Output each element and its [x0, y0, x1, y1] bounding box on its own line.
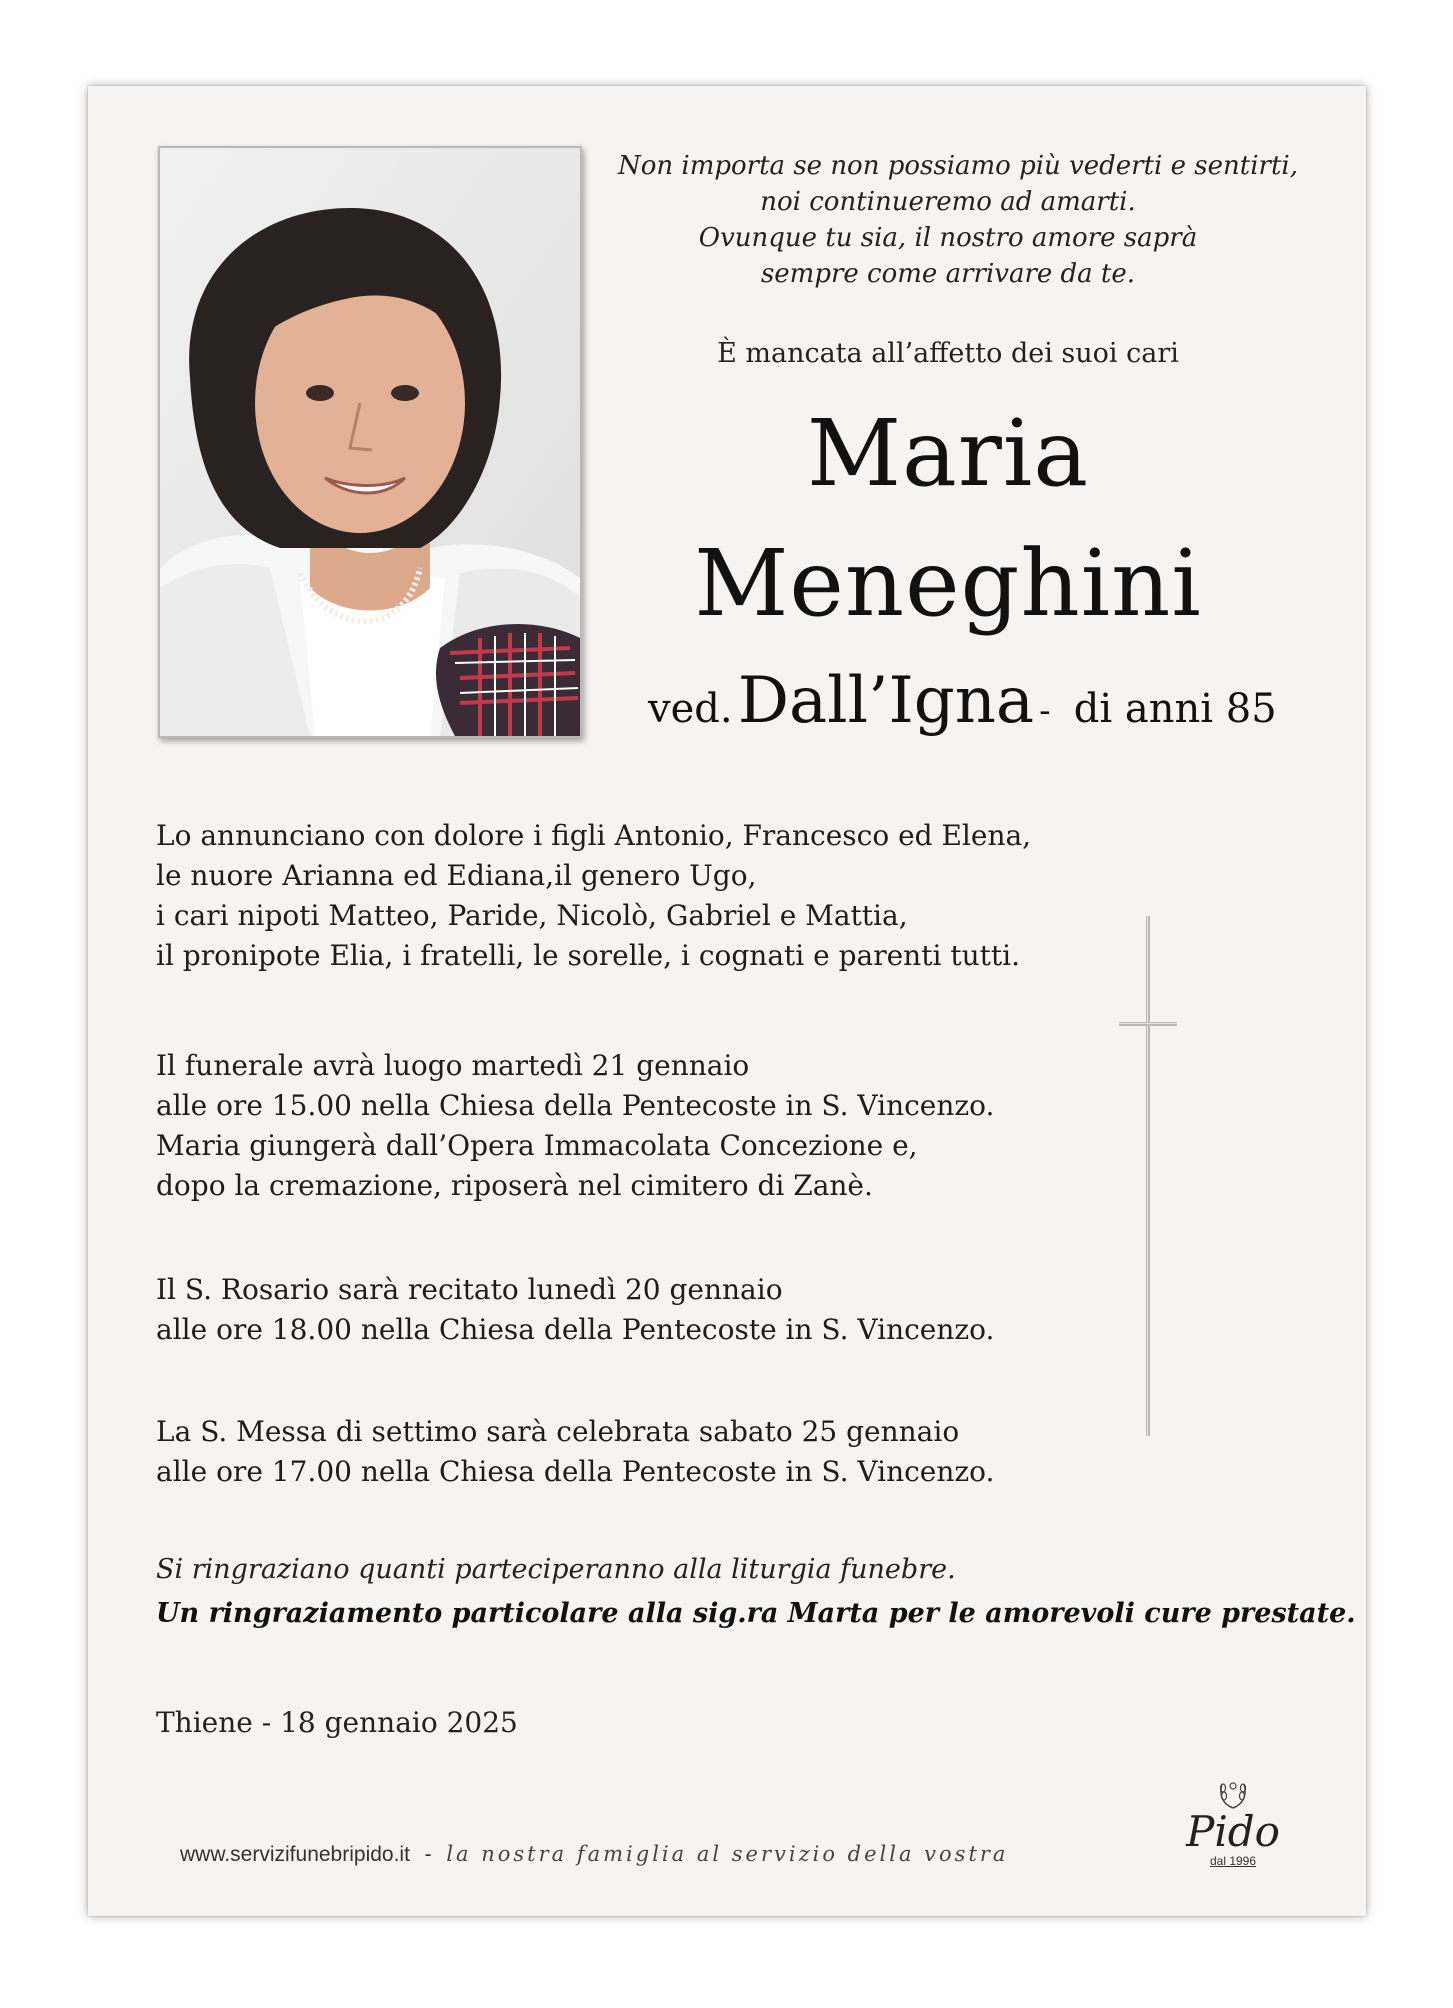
paragraph-line: Maria giungerà dall’Opera Immacolata Concezione e,: [156, 1129, 918, 1162]
website-link[interactable]: www.servizifunebripido.it: [180, 1843, 410, 1866]
paragraph-line: alle ore 15.00 nella Chiesa della Pentecoste in S. Vincenzo.: [156, 1089, 995, 1122]
widow-prefix: ved.: [648, 686, 733, 732]
paragraph-line: Il S. Rosario sarà recitato lunedì 20 gennaio: [156, 1273, 783, 1306]
separator-dash: -: [1039, 691, 1051, 731]
place-and-date: Thiene - 18 gennaio 2025: [156, 1706, 518, 1739]
paragraph-line: dopo la cremazione, riposerà nel cimitero di Zanè.: [156, 1169, 873, 1202]
quote-line: noi continueremo ad amarti.: [760, 187, 1136, 217]
footer: [180, 1842, 1008, 1867]
logo-name: Pido: [1186, 1807, 1280, 1856]
quote-line: sempre come arrivare da te.: [760, 259, 1136, 289]
company-motto: la nostra famiglia al servizio della vostra: [446, 1842, 1009, 1866]
announcement-line: È mancata all’affetto dei suoi cari: [717, 338, 1179, 369]
family-paragraph: [156, 816, 1116, 976]
footer-separator: -: [424, 1843, 432, 1866]
paragraph-line: Il funerale avrà luogo martedì 21 gennaio: [156, 1049, 750, 1082]
paragraph-line: La S. Messa di settimo sarà celebrata sabato 25 gennaio: [156, 1415, 960, 1448]
paragraph-line: i cari nipoti Matteo, Paride, Nicolò, Gabriel e Mattia,: [156, 899, 908, 932]
general-thanks: Si ringraziano quanti parteciperanno alla liturgia funebre.: [156, 1554, 956, 1585]
paragraph-line: alle ore 17.00 nella Chiesa della Pentecoste in S. Vincenzo.: [156, 1455, 995, 1488]
deceased-first-name: Maria: [806, 400, 1090, 507]
special-thanks: Un ringraziamento particolare alla sig.ra Marta per le amorevoli cure prestate.: [156, 1598, 1356, 1629]
logo-since: dal 1996: [1209, 1854, 1257, 1868]
paragraph-line: Lo annunciano con dolore i figli Antonio, Francesco ed Elena,: [156, 819, 1032, 852]
paragraph-line: le nuore Arianna ed Ediana,il genero Ugo,: [156, 859, 757, 892]
rosary-paragraph: [156, 1270, 1116, 1350]
widow-surname: Dall’Igna: [737, 664, 1035, 738]
age-text: di anni 85: [1073, 686, 1277, 732]
cross-icon: [1113, 916, 1183, 1436]
quote-line: Ovunque tu sia, il nostro amore saprà: [698, 223, 1198, 253]
funeral-paragraph: [156, 1046, 1116, 1206]
widow-and-age-line: [648, 664, 1288, 738]
paragraph-line: il pronipote Elia, i fratelli, le sorelle, i cognati e parenti tutti.: [156, 939, 1020, 972]
portrait-photo: [158, 146, 582, 738]
laurel-logo-icon: [1216, 1778, 1250, 1810]
portrait-illustration: [160, 148, 580, 736]
paragraph-line: alle ore 18.00 nella Chiesa della Pentecoste in S. Vincenzo.: [156, 1313, 995, 1346]
deceased-last-name: Meneghini: [694, 530, 1202, 637]
quote-line: Non importa se non possiamo più vederti e sentirti,: [618, 151, 1298, 181]
memorial-quote: [618, 148, 1298, 292]
mass-paragraph: [156, 1412, 1116, 1492]
company-logo: [1178, 1778, 1288, 1878]
obituary-notice: [88, 86, 1366, 1916]
